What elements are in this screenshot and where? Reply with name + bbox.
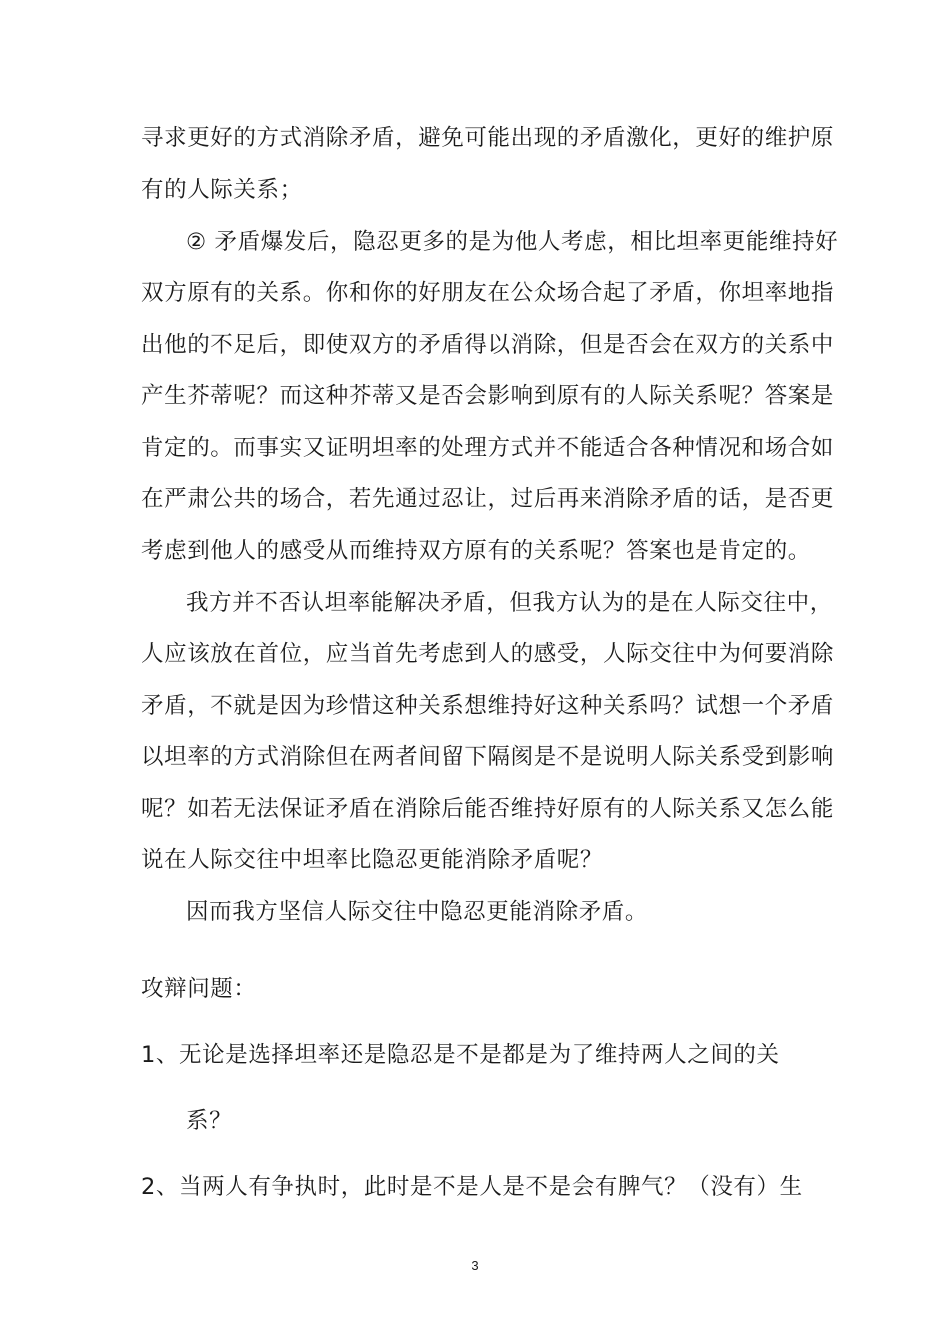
text-line: 有的人际关系；: [141, 177, 303, 203]
conclusion-line: 因而我方坚信人际交往中隐忍更能消除矛盾。: [186, 899, 649, 925]
text-line: 寻求更好的方式消除矛盾，避免可能出现的矛盾激化，更好的维护原: [141, 125, 835, 151]
text-line: 矛盾，不就是因为珍惜这种关系想维持好这种关系吗？试想一个矛盾: [141, 693, 835, 719]
text-line: 以坦率的方式消除但在两者间留下隔阂是不是说明人际关系受到影响: [141, 744, 835, 770]
question-text: 1、无论是选择坦率还是隐忍是不是都是为了维持两人之间的关: [141, 1042, 780, 1068]
text-line: 双方原有的关系。你和你的好朋友在公众场合起了矛盾，你坦率地指: [141, 280, 835, 306]
text-line: 考虑到他人的感受从而维持双方原有的关系呢？答案也是肯定的。: [141, 538, 811, 564]
text-line: 呢？如若无法保证矛盾在消除后能否维持好原有的人际关系又怎么能: [141, 796, 835, 822]
question-text: 2、当两人有争执时，此时是不是人是不是会有脾气？（没有）生: [141, 1174, 803, 1200]
text-line: ② 矛盾爆发后，隐忍更多的是为他人考虑，相比坦率更能维持好: [186, 229, 839, 255]
text-line: 肯定的。而事实又证明坦率的处理方式并不能适合各种情况和场合如: [141, 435, 835, 461]
text-line: 我方并不否认坦率能解决矛盾，但我方认为的是在人际交往中，: [186, 590, 833, 616]
text-line: 人应该放在首位，应当首先考虑到人的感受，人际交往中为何要消除: [141, 641, 835, 667]
section-heading: 攻辩问题：: [141, 976, 257, 1002]
page-number: 3: [471, 1258, 479, 1273]
text-line: 在严肃公共的场合，若先通过忍让，过后再来消除矛盾的话，是否更: [141, 486, 835, 512]
text-line: 出他的不足后，即使双方的矛盾得以消除，但是否会在双方的关系中: [141, 332, 835, 358]
text-line: 说在人际交往中坦率比隐忍更能消除矛盾呢？: [141, 847, 604, 873]
question-text-continued: 系？: [186, 1108, 233, 1134]
text-line: 产生芥蒂呢？而这种芥蒂又是否会影响到原有的人际关系呢？答案是: [141, 383, 835, 409]
